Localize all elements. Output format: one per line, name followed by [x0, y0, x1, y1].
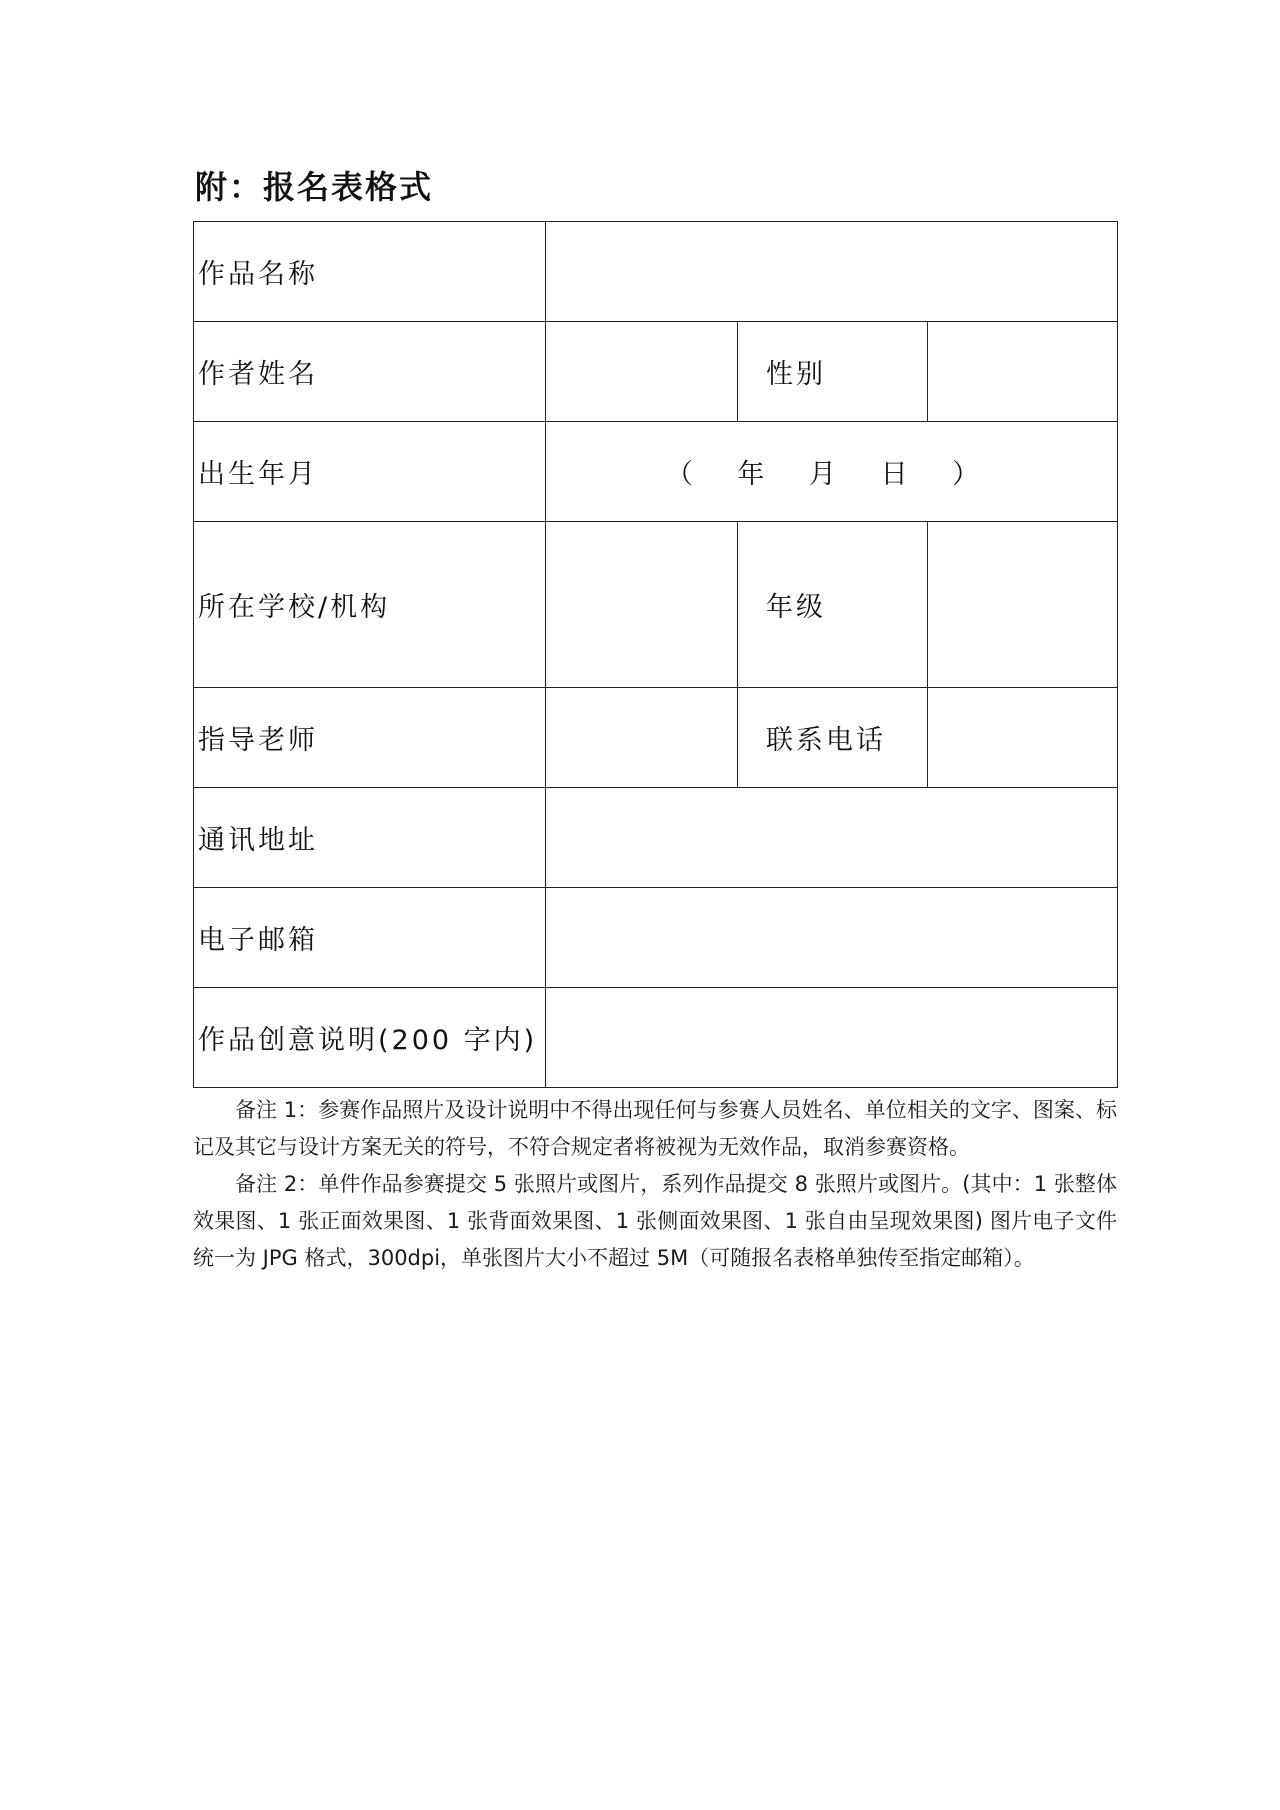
school-field[interactable] — [546, 522, 738, 688]
note-1: 备注 1：参赛作品照片及设计说明中不得出现任何与参赛人员姓名、单位相关的文字、图案、标记及其它与设计方案无关的符号，不符合规定者将被视为无效作品，取消参赛资格。 — [193, 1098, 1117, 1159]
grade-label: 年级 — [738, 522, 928, 688]
registration-form-table — [193, 221, 1118, 1088]
teacher-field[interactable] — [546, 688, 738, 788]
row-teacher — [194, 688, 1118, 788]
note-2: 备注 2：单件作品参赛提交 5 张照片或图片，系列作品提交 8 张照片或图片。(其中：1 张整体效果图、1 张正面效果图、1 张背面效果图、1 张侧面效果图、1 张自由呈现效果图) 图片电子文件统一为 JPG 格式，300dpi，单张图片大小不超过 5M（可随报名表格单独传至指定邮箱）。 — [193, 1172, 1117, 1270]
gender-field[interactable] — [928, 322, 1118, 422]
row-description — [194, 988, 1118, 1088]
row-work-name — [194, 222, 1118, 322]
description-label: 作品创意说明(200 字内) — [194, 988, 546, 1088]
work-name-label: 作品名称 — [194, 222, 546, 322]
row-address — [194, 788, 1118, 888]
gender-label: 性别 — [738, 322, 928, 422]
author-name-field[interactable] — [546, 322, 738, 422]
teacher-label: 指导老师 — [194, 688, 546, 788]
work-name-field[interactable] — [546, 222, 1118, 322]
address-label: 通讯地址 — [194, 788, 546, 888]
phone-field[interactable] — [928, 688, 1118, 788]
address-field[interactable] — [546, 788, 1118, 888]
row-birth-date — [194, 422, 1118, 522]
description-field[interactable] — [546, 988, 1118, 1088]
school-label: 所在学校/机构 — [194, 522, 546, 688]
birth-date-label: 出生年月 — [194, 422, 546, 522]
page-title: 附：报名表格式 — [195, 168, 434, 206]
row-school — [194, 522, 1118, 688]
email-label: 电子邮箱 — [194, 888, 546, 988]
email-field[interactable] — [546, 888, 1118, 988]
birth-date-field[interactable]: （ 年 月 日 ） — [546, 422, 1118, 522]
row-email — [194, 888, 1118, 988]
row-author — [194, 322, 1118, 422]
author-name-label: 作者姓名 — [194, 322, 546, 422]
grade-field[interactable] — [928, 522, 1118, 688]
notes-section — [193, 1092, 1117, 1277]
phone-label: 联系电话 — [738, 688, 928, 788]
